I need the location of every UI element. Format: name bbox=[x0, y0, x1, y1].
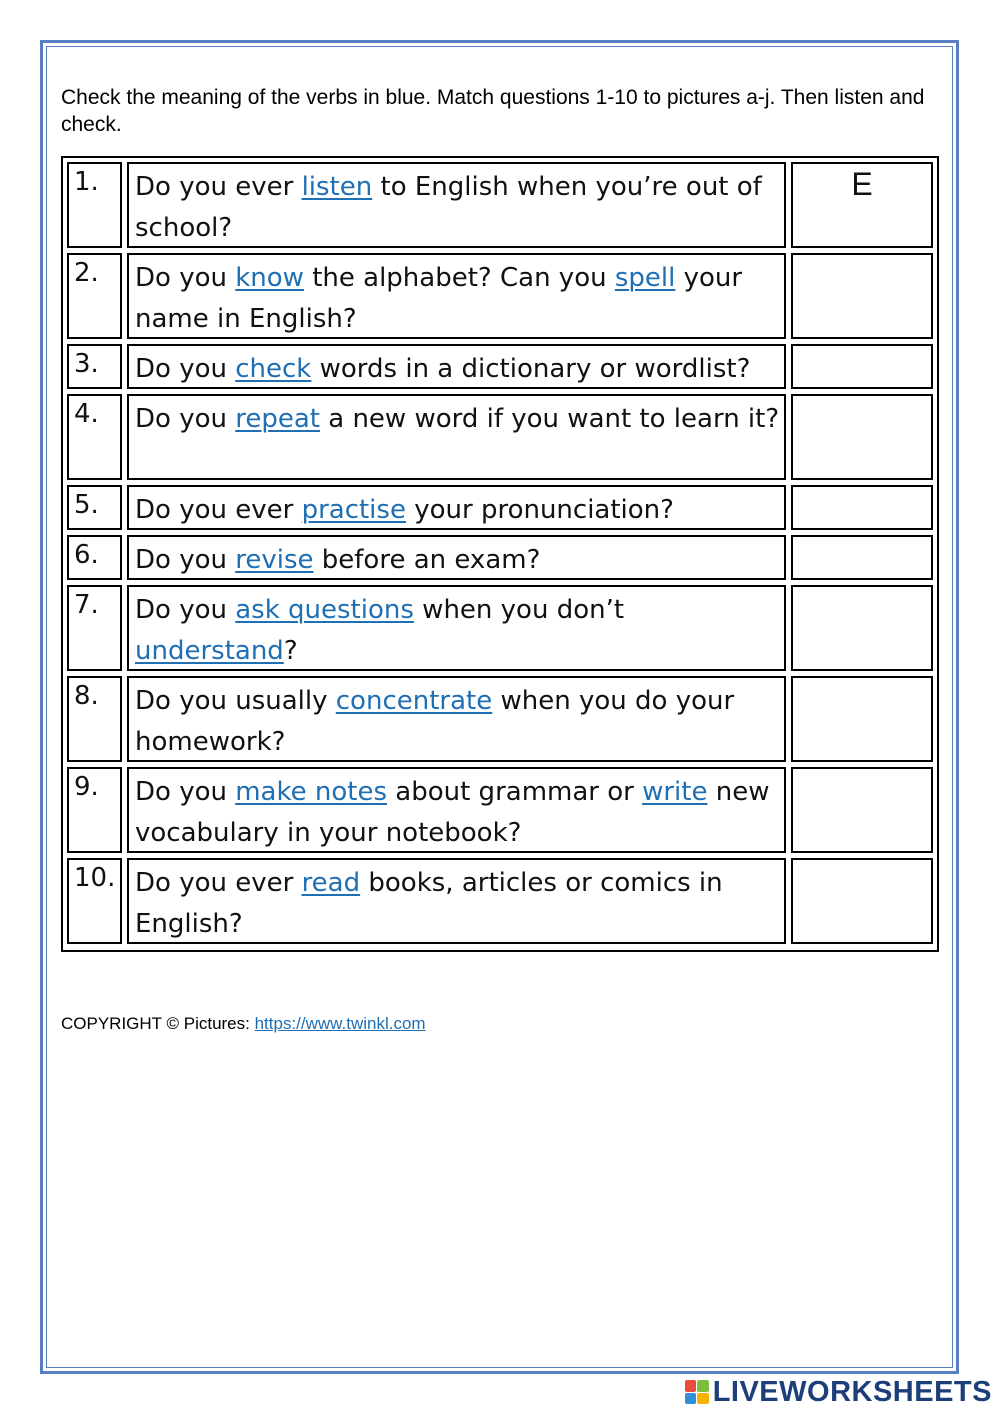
question-text-part: before an exam? bbox=[313, 545, 541, 575]
question-number: 7. bbox=[67, 585, 122, 671]
table-row bbox=[67, 585, 933, 671]
question-text-part: new vocabulary in your notebook? bbox=[135, 777, 770, 848]
question-number: 3. bbox=[67, 344, 122, 389]
liveworksheets-logo-icon bbox=[685, 1380, 709, 1404]
answer-box[interactable] bbox=[791, 676, 933, 762]
copyright-label: COPYRIGHT © Pictures: bbox=[61, 1014, 255, 1033]
verb-highlight: check bbox=[235, 354, 312, 384]
questions-table bbox=[61, 156, 939, 952]
question-text-part: Do you ever bbox=[135, 495, 302, 525]
question-text-part: Do you ever bbox=[135, 868, 302, 898]
verb-highlight: make notes bbox=[235, 777, 388, 807]
table-row bbox=[67, 253, 933, 339]
question-text bbox=[127, 858, 786, 944]
verb-highlight: concentrate bbox=[335, 686, 493, 716]
table-row bbox=[67, 767, 933, 853]
verb-highlight: listen bbox=[301, 172, 373, 202]
question-text bbox=[127, 344, 786, 389]
question-number: 10. bbox=[67, 858, 122, 944]
verb-highlight: revise bbox=[235, 545, 314, 575]
question-text bbox=[127, 585, 786, 671]
answer-box[interactable] bbox=[791, 344, 933, 389]
brand-name: LIVEWORKSHEETS bbox=[712, 1375, 992, 1408]
liveworksheets-brand[interactable] bbox=[685, 1374, 992, 1410]
table-row bbox=[67, 394, 933, 480]
answer-box[interactable] bbox=[791, 535, 933, 580]
question-number: 8. bbox=[67, 676, 122, 762]
copyright-line bbox=[61, 1014, 426, 1034]
question-text-part: Do you bbox=[135, 595, 236, 625]
question-text bbox=[127, 676, 786, 762]
table-row bbox=[67, 162, 933, 248]
question-text bbox=[127, 162, 786, 248]
question-text-part: ? bbox=[283, 636, 298, 666]
verb-highlight: understand bbox=[135, 636, 284, 666]
verb-highlight: repeat bbox=[235, 404, 320, 434]
question-text-part: words in a dictionary or wordlist? bbox=[311, 354, 751, 384]
question-text bbox=[127, 394, 786, 480]
question-text-part: Do you ever bbox=[135, 172, 302, 202]
answer-box[interactable] bbox=[791, 585, 933, 671]
answer-box[interactable] bbox=[791, 485, 933, 530]
verb-highlight: read bbox=[301, 868, 361, 898]
verb-highlight: ask questions bbox=[235, 595, 414, 625]
instructions-text: Check the meaning of the verbs in blue. Match questions 1-10 to pictures a-j. Then listen and check. bbox=[61, 86, 925, 136]
question-text bbox=[127, 767, 786, 853]
question-text-part: Do you bbox=[135, 404, 236, 434]
question-text-part: Do you bbox=[135, 354, 236, 384]
question-text-part: Do you bbox=[135, 777, 236, 807]
table-row bbox=[67, 676, 933, 762]
question-text-part: to English when you’re out of school? bbox=[135, 172, 762, 243]
question-text-part: about grammar or bbox=[387, 777, 643, 807]
answer-box[interactable] bbox=[791, 858, 933, 944]
answer-box[interactable]: E bbox=[791, 162, 933, 248]
question-text-part: Do you bbox=[135, 545, 236, 575]
answer-box[interactable] bbox=[791, 394, 933, 480]
question-text-part: the alphabet? Can you bbox=[303, 263, 615, 293]
question-number: 1. bbox=[67, 162, 122, 248]
table-row bbox=[67, 535, 933, 580]
question-number: 6. bbox=[67, 535, 122, 580]
twinkl-link[interactable]: https://www.twinkl.com bbox=[254, 1014, 426, 1033]
answer-box[interactable] bbox=[791, 767, 933, 853]
question-text-part: when you do your homework? bbox=[135, 686, 735, 757]
verb-highlight: write bbox=[642, 777, 708, 807]
question-text-part: your name in English? bbox=[135, 263, 743, 334]
question-text bbox=[127, 485, 786, 530]
verb-highlight: practise bbox=[301, 495, 406, 525]
question-number: 2. bbox=[67, 253, 122, 339]
question-text-part: Do you usually bbox=[135, 686, 336, 716]
answer-box[interactable] bbox=[791, 253, 933, 339]
question-text-part: books, articles or comics in English? bbox=[135, 868, 723, 939]
verb-highlight: spell bbox=[614, 263, 676, 293]
table-row bbox=[67, 485, 933, 530]
verb-highlight: know bbox=[235, 263, 304, 293]
question-text-part: your pronunciation? bbox=[405, 495, 674, 525]
question-text bbox=[127, 253, 786, 339]
question-number: 4. bbox=[67, 394, 122, 480]
question-number: 5. bbox=[67, 485, 122, 530]
table-row bbox=[67, 344, 933, 389]
question-text-part: Do you bbox=[135, 263, 236, 293]
question-text bbox=[127, 535, 786, 580]
question-number: 9. bbox=[67, 767, 122, 853]
question-text-part: when you don’t bbox=[413, 595, 625, 625]
table-row bbox=[67, 858, 933, 944]
question-text-part: a new word if you want to learn it? bbox=[319, 404, 780, 434]
